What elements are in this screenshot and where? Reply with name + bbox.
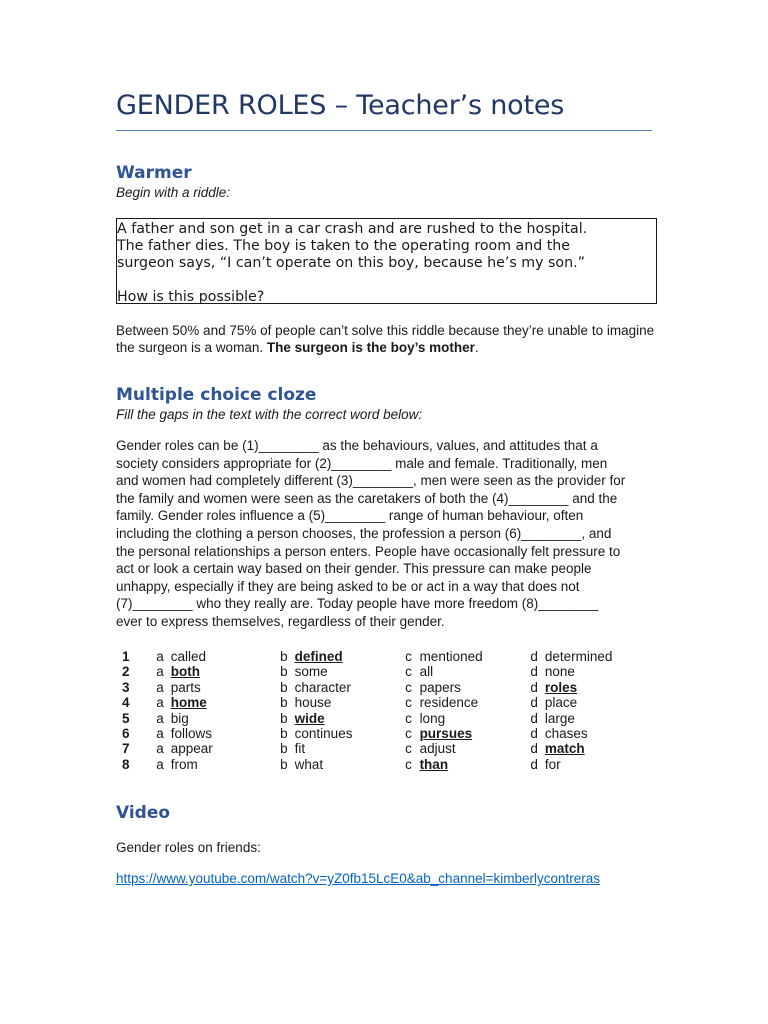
option-letter-c: c <box>405 664 412 680</box>
option-b: what <box>294 756 324 772</box>
cloze-line: Gender roles can be (1)________ as the behaviours, values, and attitudes that a <box>116 438 598 453</box>
correct-option-a: both <box>170 664 200 680</box>
option-c: long <box>419 710 446 726</box>
option-row <box>122 695 656 710</box>
correct-option-c: pursues <box>419 726 473 742</box>
option-letter-c: c <box>405 741 412 757</box>
option-row <box>122 726 656 741</box>
option-letter-a: a <box>156 649 164 664</box>
cloze-line: unhappy, especially if they are being asked to be or act in a way that does not <box>116 578 580 594</box>
option-letter-d: d <box>530 710 538 726</box>
option-row <box>122 680 656 695</box>
question-number: 7 <box>122 741 130 757</box>
cloze-line: family. Gender roles influence a (5)________ range of human behaviour, often <box>116 508 584 524</box>
option-letter-b: b <box>280 679 288 695</box>
question-number: 4 <box>122 695 130 711</box>
correct-option-a: home <box>170 695 207 711</box>
cloze-line: and women had completely different (3)________, men were seen as the provider for <box>116 473 626 489</box>
option-letter-b: b <box>280 695 288 711</box>
option-row <box>122 757 656 772</box>
option-letter-d: d <box>530 679 538 695</box>
option-a: parts <box>170 679 201 695</box>
question-number: 3 <box>122 679 130 695</box>
option-letter-b: b <box>280 756 288 772</box>
warmer-heading: Warmer <box>116 163 192 183</box>
option-a: appear <box>170 741 213 757</box>
option-a: follows <box>170 726 212 742</box>
option-letter-d: d <box>530 649 538 664</box>
option-c: papers <box>419 679 461 695</box>
explanation-text: Between 50% and 75% of people can’t solve this riddle because they’re unable to imagine the surgeon is a woman. <box>116 323 655 355</box>
cloze-line: the personal relationships a person enters. People have occasionally felt pressure to <box>116 543 621 559</box>
option-c: mentioned <box>419 649 483 664</box>
cloze-line: act or look a certain way based on their gender. This pressure can make people <box>116 561 592 577</box>
option-c: residence <box>419 695 479 711</box>
option-a: called <box>170 649 206 664</box>
correct-option-d: match <box>544 741 585 757</box>
option-b: fit <box>294 741 306 757</box>
option-d: for <box>544 756 561 772</box>
option-letter-b: b <box>280 649 288 664</box>
option-letter-c: c <box>405 726 412 742</box>
cloze-line: society considers appropriate for (2)________ male and female. Traditionally, men <box>116 455 608 471</box>
option-a: big <box>170 710 189 726</box>
option-letter-c: c <box>405 649 412 664</box>
riddle-explanation <box>116 323 656 356</box>
option-d: large <box>544 710 575 726</box>
option-d: determined <box>544 649 613 664</box>
option-d: chases <box>544 726 588 742</box>
option-letter-d: d <box>530 695 538 711</box>
option-b: some <box>294 664 328 680</box>
option-letter-b: b <box>280 741 288 757</box>
option-letter-a: a <box>156 679 164 695</box>
question-number: 1 <box>122 649 130 664</box>
video-label: Gender roles on friends: <box>116 840 261 855</box>
cloze-line: including the clothing a person chooses, the profession a person (6)________, and <box>116 525 612 541</box>
cloze-instruction: Fill the gaps in the text with the correct word below: <box>116 407 423 422</box>
option-letter-c: c <box>405 710 412 726</box>
option-row <box>122 741 656 756</box>
option-letter-a: a <box>156 756 164 772</box>
video-heading: Video <box>116 803 171 823</box>
riddle-box <box>116 218 657 304</box>
option-row <box>122 664 656 679</box>
options-table <box>122 649 656 772</box>
option-d: place <box>544 695 578 711</box>
option-row <box>122 711 656 726</box>
cloze-text <box>116 437 656 631</box>
question-number: 6 <box>122 726 130 742</box>
page-title: GENDER ROLES – Teacher’s notes <box>116 90 565 121</box>
option-b: house <box>294 695 332 711</box>
option-a: from <box>170 756 198 772</box>
option-letter-a: a <box>156 741 164 757</box>
riddle-line: The father dies. The boy is taken to the operating room and the <box>117 238 571 254</box>
answer-period: . <box>474 339 479 355</box>
option-letter-c: c <box>405 695 412 711</box>
question-number: 8 <box>122 756 130 772</box>
cloze-line: the family and women were seen as the caretakers of both the (4)________ and the <box>116 490 618 506</box>
correct-option-c: than <box>419 756 449 772</box>
correct-option-b: wide <box>294 710 325 726</box>
option-b: continues <box>294 726 353 742</box>
option-letter-b: b <box>280 710 288 726</box>
riddle-question: How is this possible? <box>117 289 265 305</box>
option-letter-b: b <box>280 664 288 680</box>
option-letter-a: a <box>156 664 164 680</box>
question-number: 2 <box>122 664 130 680</box>
option-row <box>122 649 656 664</box>
option-c: adjust <box>419 741 456 757</box>
option-letter-d: d <box>530 664 538 680</box>
cloze-line: ever to express themselves, regardless of their gender. <box>116 613 445 629</box>
option-letter-b: b <box>280 726 288 742</box>
riddle-line: A father and son get in a car crash and are rushed to the hospital. <box>117 221 588 237</box>
correct-option-b: defined <box>294 649 343 664</box>
cloze-line: (7)________ who they really are. Today people have more freedom (8)________ <box>116 596 599 612</box>
riddle-answer: The surgeon is the boy’s mother <box>266 339 475 355</box>
option-letter-d: d <box>530 741 538 757</box>
question-number: 5 <box>122 710 130 726</box>
option-letter-d: d <box>530 726 538 742</box>
option-letter-a: a <box>156 726 164 742</box>
option-c: all <box>419 664 434 680</box>
warmer-instruction: Begin with a riddle: <box>116 185 231 200</box>
title-underline <box>116 130 652 131</box>
riddle-line: surgeon says, “I can’t operate on this boy, because he’s my son.” <box>117 255 585 271</box>
correct-option-d: roles <box>544 679 578 695</box>
option-letter-d: d <box>530 756 538 772</box>
option-letter-c: c <box>405 756 412 772</box>
option-letter-c: c <box>405 679 412 695</box>
option-letter-a: a <box>156 695 164 711</box>
cloze-heading: Multiple choice cloze <box>116 385 317 405</box>
video-link[interactable]: https://www.youtube.com/watch?v=yZ0fb15LcE0&ab_channel=kimberlycontreras <box>116 871 601 886</box>
option-d: none <box>544 664 575 680</box>
option-letter-a: a <box>156 710 164 726</box>
option-b: character <box>294 679 351 695</box>
